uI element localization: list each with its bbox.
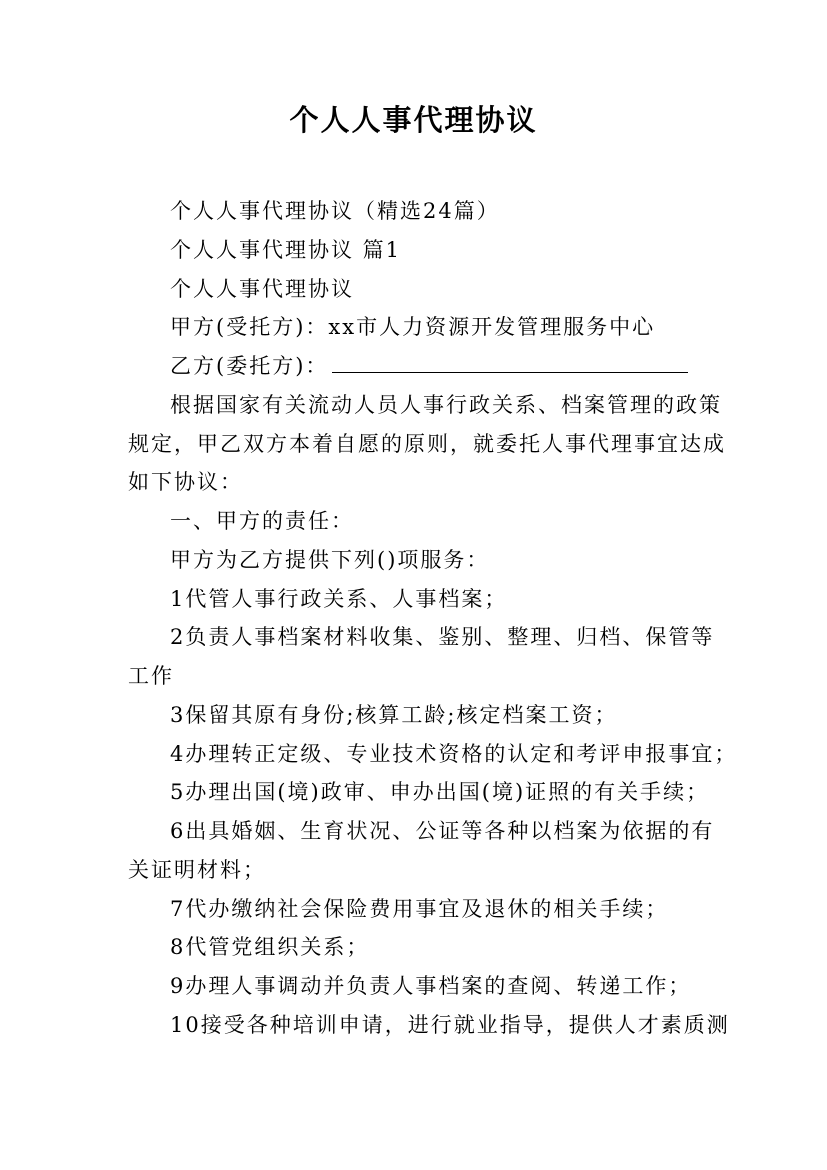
- list-item-continuation: 关证明材料；: [128, 858, 266, 882]
- signature-blank: [332, 352, 688, 373]
- section-heading: 一、甲方的责任：: [170, 509, 354, 533]
- paragraph-line: 个人人事代理协议 篇1: [170, 238, 402, 262]
- paragraph-line: 甲方为乙方提供下列()项服务：: [170, 548, 490, 572]
- paragraph-line: 甲方(受托方)：xx市人力资源开发管理服务中心: [170, 315, 656, 339]
- paragraph-line: 如下协议：: [128, 470, 243, 494]
- paragraph-line: 根据国家有关流动人员人事行政关系、档案管理的政策: [170, 393, 722, 417]
- list-item: 9办理人事调动并负责人事档案的查阅、转递工作；: [170, 974, 692, 998]
- document-title: 个人人事代理协议: [289, 103, 538, 137]
- party-b-line: [170, 351, 688, 381]
- list-item: 8代管党组织关系；: [170, 935, 370, 959]
- list-item: 6出具婚姻、生育状况、公证等各种以档案为依据的有: [170, 819, 715, 843]
- list-item: 10接受各种培训申请，进行就业指导，提供人才素质测: [170, 1013, 730, 1037]
- paragraph-line: 个人人事代理协议（精选24篇）: [170, 199, 500, 223]
- list-item: 5办理出国(境)政审、申办出国(境)证照的有关手续；: [170, 780, 710, 804]
- paragraph-line: 规定，甲乙双方本着自愿的原则，就委托人事代理事宜达成: [128, 432, 726, 456]
- paragraph-line: 个人人事代理协议: [170, 277, 354, 301]
- list-item: 4办理转正定级、专业技术资格的认定和考评申报事宜；: [170, 742, 738, 766]
- party-b-label: 乙方(委托方)：: [170, 354, 329, 378]
- list-item: 2负责人事档案材料收集、鉴别、整理、归档、保管等: [170, 625, 715, 649]
- list-item: 7代办缴纳社会保险费用事宜及退休的相关手续；: [170, 897, 669, 921]
- list-item: 1代管人事行政关系、人事档案；: [170, 587, 508, 611]
- list-item-continuation: 工作: [128, 664, 174, 688]
- list-item: 3保留其原有身份;核算工龄;核定档案工资；: [170, 703, 618, 727]
